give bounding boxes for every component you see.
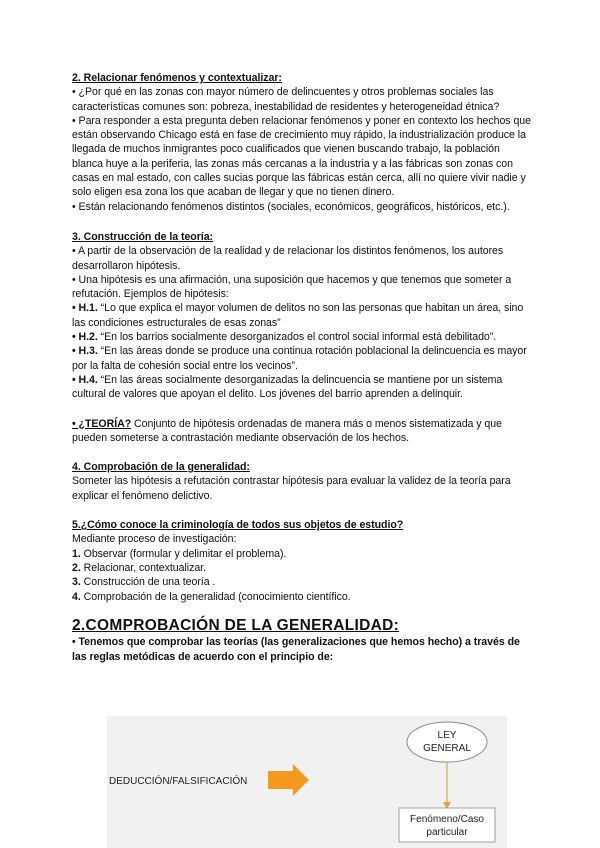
paragraph: • Están relacionando fenómenos distintos (sociales, económicos, geográficos, históricos, etc.). (72, 200, 510, 213)
paragraph: • ¿Por qué en las zonas con mayor número de delincuentes y otros problemas sociales las características comunes son: pobreza, inestabilidad de residentes y heterogeneidad étnica? (72, 86, 500, 113)
paragraph: • Una hipótesis es una afirmación, una suposición que hacemos y que tenemos que someter a refutación. Ejemplos de hipótesis: (72, 273, 512, 301)
ellipse-line-1: LEY (437, 730, 457, 741)
section-heading: 4. Comprobación de la generalidad: (72, 461, 250, 474)
ellipse-line-2: GENERAL (423, 743, 471, 754)
step-item (72, 547, 532, 561)
hypothesis-label: • H.1. (72, 302, 98, 315)
section-heading: 3. Construcción de la teoría: (72, 230, 214, 243)
step-number: 2. (72, 561, 81, 574)
arrow-right-icon (268, 764, 309, 796)
step-number: 3. (72, 576, 81, 589)
hypothesis-label: • H.2. (72, 331, 98, 344)
section-heading: 5.¿Cómo conoce la criminología de todos sus objetos de estudio? (72, 519, 404, 532)
ley-general-ellipse (407, 722, 487, 762)
step-text: Comprobación de la generalidad (conocimiento científico. (80, 590, 351, 603)
step-text: Observar (formular y delimitar el problema). (80, 547, 287, 560)
deduction-label: DEDUCCIÓN/FALSIFICACIÓN (109, 776, 248, 787)
paragraph: Someter las hipótesis a refutación contrastar hipótesis para evaluar la validez de la teoría para explicar el fenómeno delictivo. (72, 475, 511, 502)
hypothesis-text: “Lo que explica el mayor volumen de delitos no son las personas que habitan un área, sino las condiciones estructurales de esas zonas” (72, 302, 524, 329)
step-text: Construcción de una teoría . (80, 576, 216, 589)
step-number: 4. (72, 590, 81, 603)
hypothesis-item (72, 301, 532, 330)
document-body (72, 71, 532, 666)
teoria-definition (72, 417, 532, 446)
step-number: 1. (72, 547, 81, 560)
hypothesis-text: “En los barrios socialmente desorganizados el control social informal está debilitado”. (97, 331, 497, 344)
step-item (72, 575, 532, 589)
hypothesis-item (72, 330, 532, 344)
hypothesis-item (72, 344, 532, 373)
paragraph: Mediante proceso de investigación: (72, 533, 237, 546)
hypothesis-item (72, 373, 532, 402)
paragraph: • A partir de la observación de la realidad y de relacionar los distintos fenómenos, los autores desarrollaron hipótesis. (72, 245, 504, 272)
hypothesis-label: • H.3. (72, 345, 98, 358)
hypothesis-text: “En las áreas socialmente desorganizadas la delincuencia se mantiene por un sistema cultural de valores que apoyan el delito. Los jóvenes del barrio aprenden a delinquir. (72, 373, 503, 401)
step-item (72, 561, 532, 575)
box-line-1: Fenómeno/Caso (410, 814, 484, 825)
deduction-diagram (107, 716, 507, 848)
big-section-heading: 2.COMPROBACIÓN DE LA GENERALIDAD: (72, 616, 400, 634)
diagram-svg (107, 716, 507, 848)
step-item (72, 590, 532, 604)
teoria-label: • ¿TEORÍA? (72, 417, 132, 430)
section-heading: 2. Relacionar fenómenos y contextualizar: (72, 72, 282, 84)
hypothesis-text: “En las áreas donde se produce una continua rotación poblacional la delincuencia es mayor por la falta de cohesión social entre los vecinos”. (72, 345, 527, 372)
paragraph: • Tenemos que comprobar las teorías (las generalizaciones que hemos hecho) a través de las reglas metódicas de acuerdo con el principio de: (72, 635, 520, 664)
teoria-text: Conjunto de hipótesis ordenadas de manera más o menos sistematizada y que pueden someterse a contrastación mediante observación de los hechos. (72, 417, 502, 444)
hypothesis-label: • H.4. (72, 373, 98, 386)
paragraph: • Para responder a esta pregunta deben relacionar fenómenos y poner en contexto los hechos que están observando Chicago está en fase de crecimiento muy rápido, la industrialización produce la llegada de muchos inmigrantes poco cualificados que vienen buscando trabajo, la población blanca huye a la periferia, las zonas más cercanas a la industria y a las fábricas son zonas con casas en mal estado, con calles sucias porque las fábricas están cerca, allí no quiere vivir nadie y solo eligen esa zona los que acaban de llegar y que no tienen dinero. (72, 114, 531, 199)
box-line-2: particular (426, 827, 468, 838)
step-text: Relacionar, contextualizar. (80, 561, 206, 574)
